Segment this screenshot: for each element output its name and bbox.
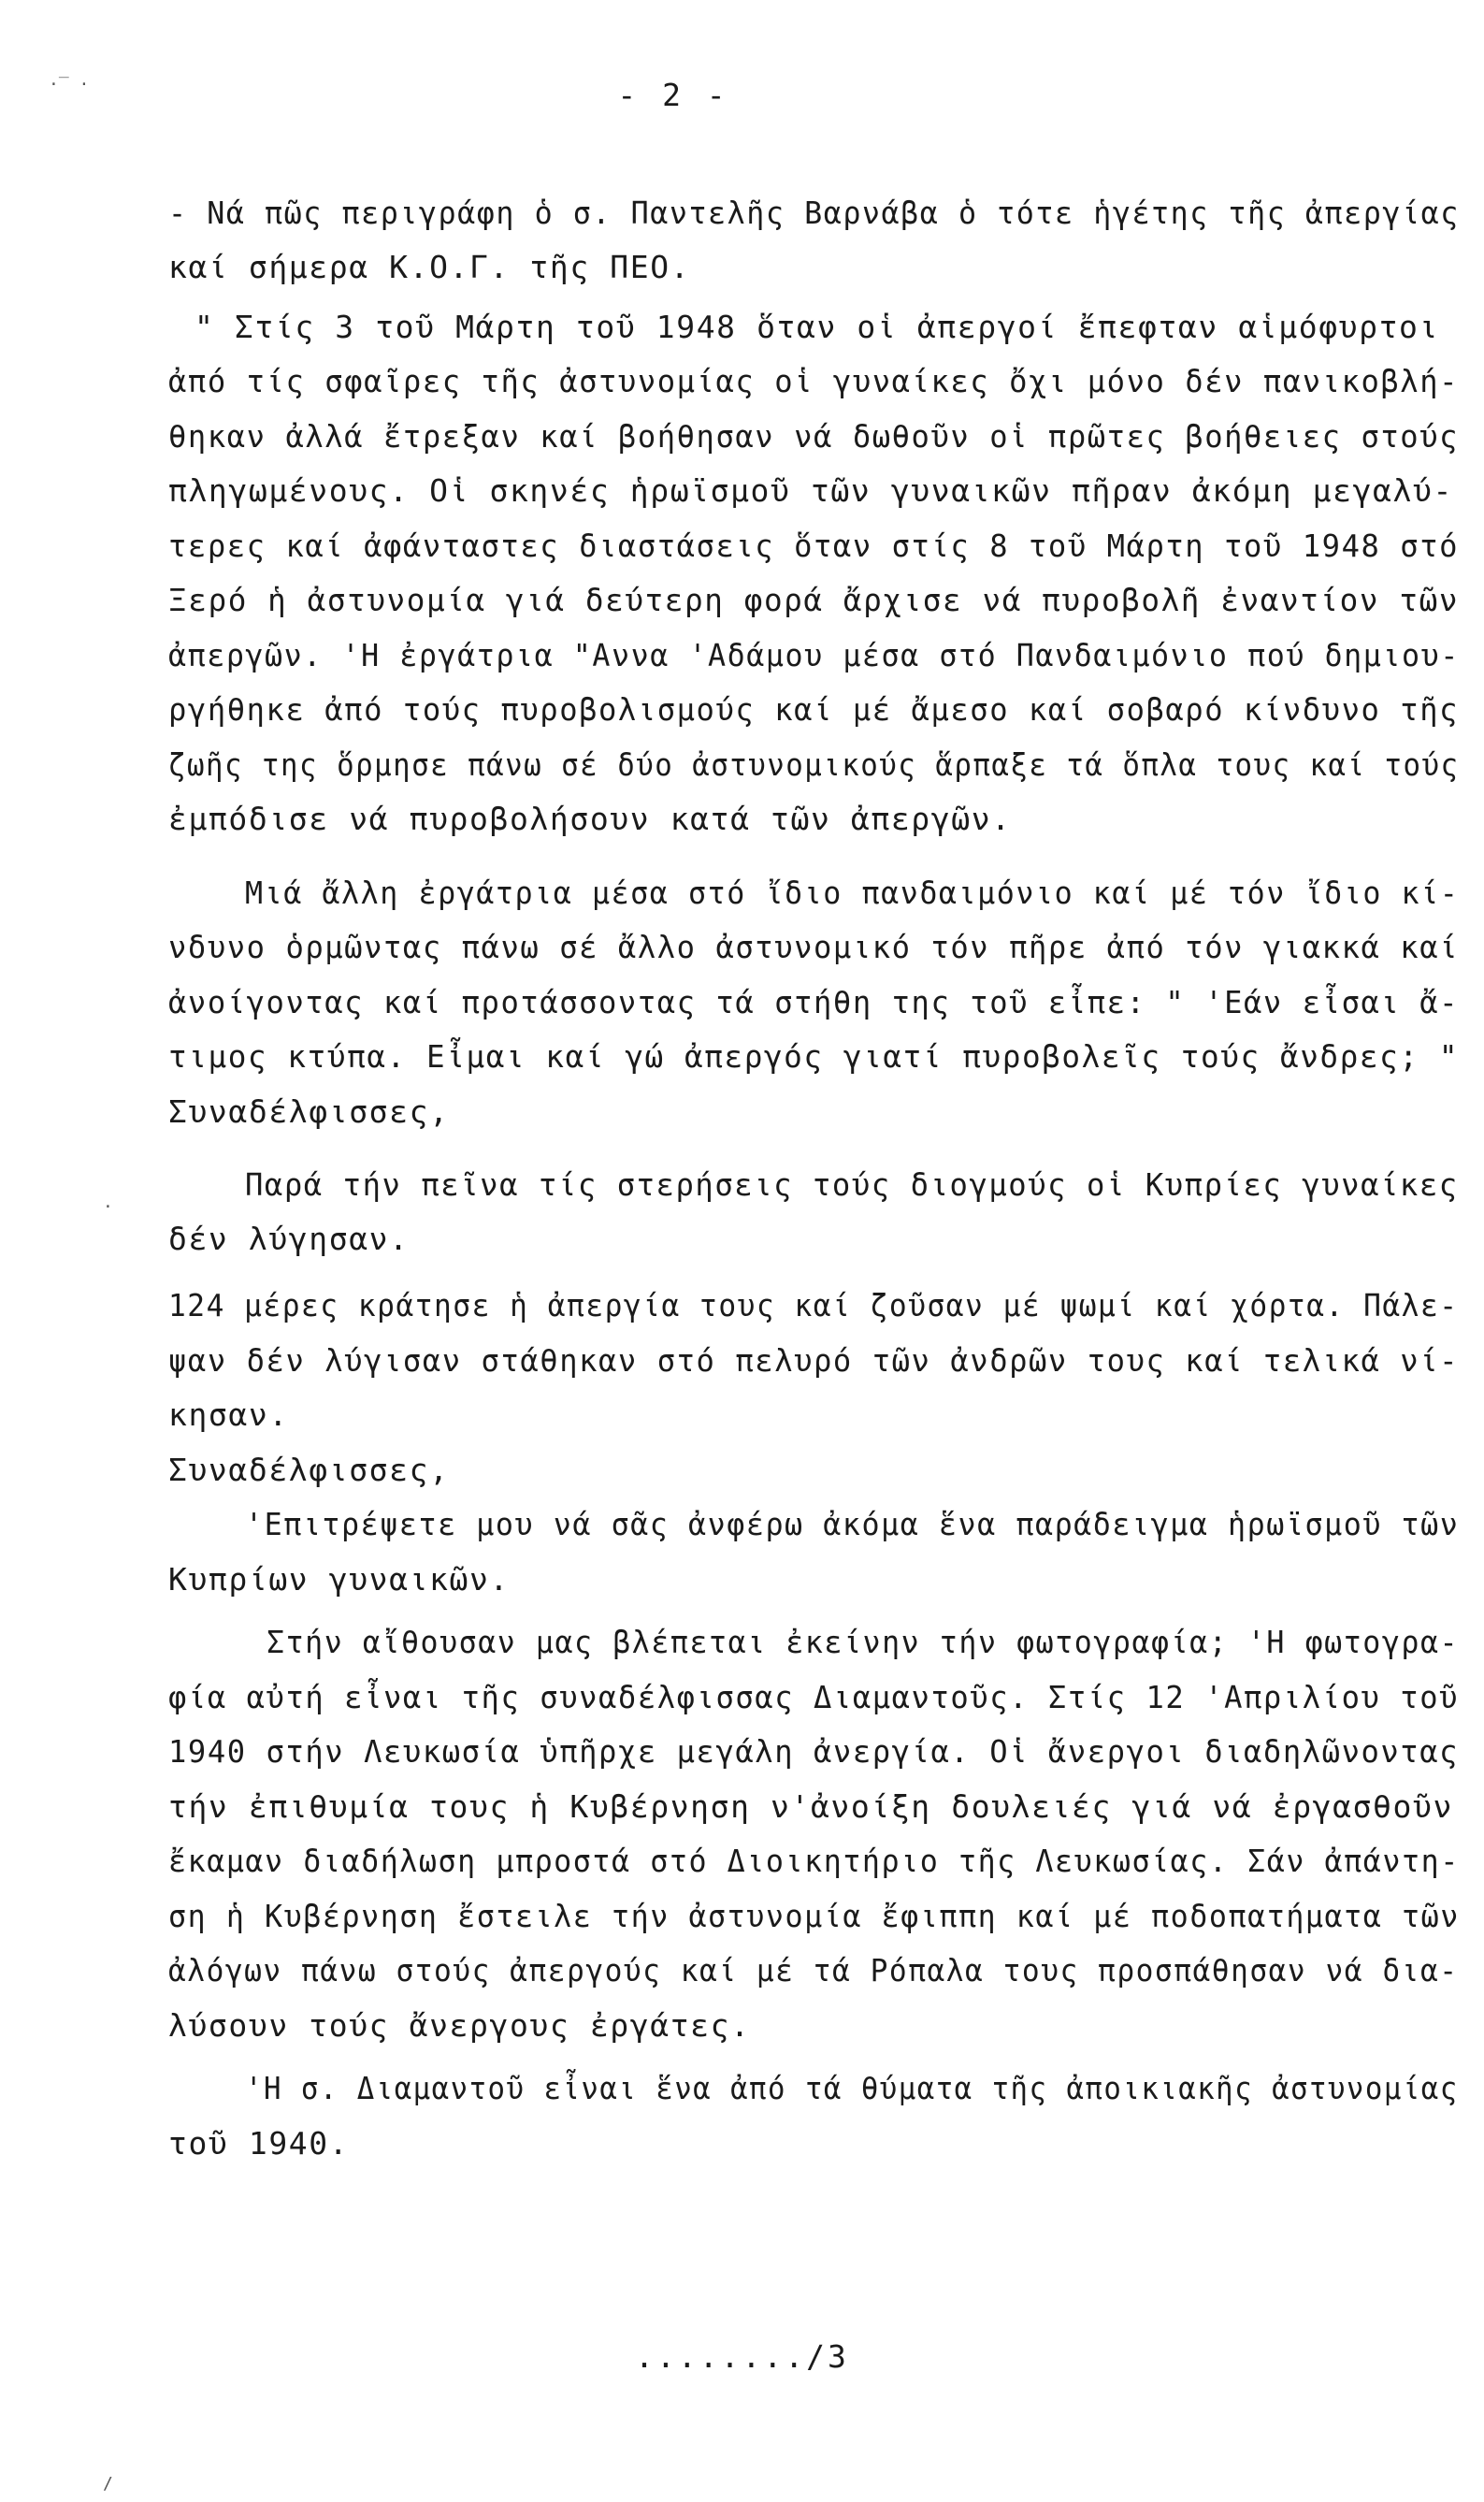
text-line: θηκαν ἀλλά ἔτρεξαν καί βοήθησαν νά δωθοῦν οἱ πρῶτες βοήθειες στούς xyxy=(168,418,1460,455)
text-line: " Στίς 3 τοῦ Μάρτη τοῦ 1948 ὅταν οἱ ἀπεργοί ἔπεφταν αἱμόφυρτοι xyxy=(195,309,1439,345)
text-line: ψαν δέν λύγισαν στάθηκαν στό πελυρό τῶν ἀνδρῶν τους καί τελικά νί- xyxy=(168,1342,1460,1379)
text-line: - Νά πῶς περιγράφη ὁ σ. Παντελῆς Βαρνάβα ὁ τότε ἡγέτης τῆς ἀπεργίας xyxy=(168,195,1460,231)
margin-mark: · xyxy=(103,1197,113,1217)
continuation-marker: ......../3 xyxy=(635,2338,849,2375)
text-line: ζωῆς της ὅρμησε πάνω σέ δύο ἀστυνομικούς ἅρπαξε τά ὅπλα τους καί τούς xyxy=(168,746,1460,783)
text-line: ἀπό τίς σφαῖρες τῆς ἀστυνομίας οἱ γυναίκες ὄχι μόνο δέν πανικοβλή- xyxy=(168,363,1460,399)
text-line: πληγωμένους. Οἱ σκηνές ἡρωϊσμοῦ τῶν γυναικῶν πῆραν ἀκόμη μεγαλύ- xyxy=(168,472,1453,509)
text-line: 124 μέρες κράτησε ἡ ἀπεργία τους καί ζοῦσαν μέ ψωμί καί χόρτα. Πάλε- xyxy=(168,1287,1459,1323)
text-line: τήν ἐπιθυμία τους ἡ Κυβέρνηση ν'ἀνοίξη δουλειές γιά νά ἐργασθοῦν xyxy=(168,1788,1453,1825)
text-line: ἀνοίγοντας καί προτάσσοντας τά στήθη της τοῦ εἶπε: " 'Εάν εἶσαι ἄ- xyxy=(168,984,1460,1020)
text-line: 'Η σ. Διαμαντοῦ εἶναι ἕνα ἀπό τά θύματα τῆς ἀποικιακῆς ἀστυνομίας xyxy=(245,2070,1459,2106)
text-line: δέν λύγησαν. xyxy=(168,1221,410,1257)
text-line: Μιά ἄλλη ἐργάτρια μέσα στό ἴδιο πανδαιμόνιο καί μέ τόν ἴδιο κί- xyxy=(245,875,1460,911)
text-line: λύσουν τούς ἄνεργους ἐργάτες. xyxy=(168,2007,751,2044)
margin-mark: / xyxy=(103,2474,113,2494)
text-line: Κυπρίων γυναικῶν. xyxy=(168,1561,510,1598)
text-line: ἔκαμαν διαδήλωση μπροστά στό Διοικητήριο τῆς Λευκωσίας. Σάν ἀπάντη- xyxy=(168,1843,1460,1879)
text-line: ἀλόγων πάνω στούς ἀπεργούς καί μέ τά Ρόπαλα τους προσπάθησαν νά δια- xyxy=(168,1952,1459,1989)
text-line: Ξερό ἡ ἀστυνομία γιά δεύτερη φορά ἄρχισε νά πυροβολῆ ἐναντίον τῶν xyxy=(168,582,1460,618)
text-line: τερες καί ἀφάνταστες διαστάσεις ὅταν στίς 8 τοῦ Μάρτη τοῦ 1948 στό xyxy=(168,528,1460,564)
text-line: 1940 στήν Λευκωσία ὑπῆρχε μεγάλη ἀνεργία. Οἱ ἄνεργοι διαδηλῶνοντας xyxy=(168,1733,1460,1770)
text-line: Συναδέλφισσες, xyxy=(168,1093,450,1130)
text-line: ση ἡ Κυβέρνηση ἔστειλε τήν ἀστυνομία ἔφιππη καί μέ ποδοπατήματα τῶν xyxy=(168,1898,1460,1934)
margin-mark: ·‾ · xyxy=(49,75,90,94)
text-line: ἐμπόδισε νά πυροβολήσουν κατά τῶν ἀπεργῶν. xyxy=(168,801,1012,837)
text-line: Παρά τήν πεῖνα τίς στερήσεις τούς διογμούς οἱ Κυπρίες γυναίκες xyxy=(245,1166,1459,1203)
text-line: κησαν. xyxy=(168,1396,289,1433)
text-line: Συναδέλφισσες, xyxy=(168,1452,450,1488)
text-line: Στήν αἴθουσαν μας βλέπεται ἐκείνην τήν φωτογραφία; 'Η φωτογρα- xyxy=(267,1624,1460,1660)
text-line: καί σήμερα Κ.Ο.Γ. τῆς ΠΕΟ. xyxy=(168,249,691,285)
text-line: 'Επιτρέψετε μου νά σᾶς ἀνφέρω ἀκόμα ἕνα παράδειγμα ἡρωϊσμοῦ τῶν xyxy=(245,1506,1460,1542)
text-line: νδυνο ὁρμῶντας πάνω σέ ἄλλο ἀστυνομικό τόν πῆρε ἀπό τόν γιακκά καί xyxy=(168,929,1460,965)
page-number: - 2 - xyxy=(617,77,729,113)
text-line: τιμος κτύπα. Εἶμαι καί γώ ἀπεργός γιατί πυροβολεῖς τούς ἄνδρες; " xyxy=(168,1038,1460,1075)
text-line: ργήθηκε ἀπό τούς πυροβολισμούς καί μέ ἄμεσο καί σοβαρό κίνδυνο τῆς xyxy=(168,691,1460,728)
text-line: ἀπεργῶν. 'Η ἐργάτρια "Αννα 'Αδάμου μέσα στό Πανδαιμόνιο πού δημιου- xyxy=(168,637,1460,673)
text-line: φία αὐτή εἶναι τῆς συναδέλφισσας Διαμαντοῦς. Στίς 12 'Απριλίου τοῦ xyxy=(168,1679,1460,1715)
text-line: τοῦ 1940. xyxy=(168,2125,350,2162)
